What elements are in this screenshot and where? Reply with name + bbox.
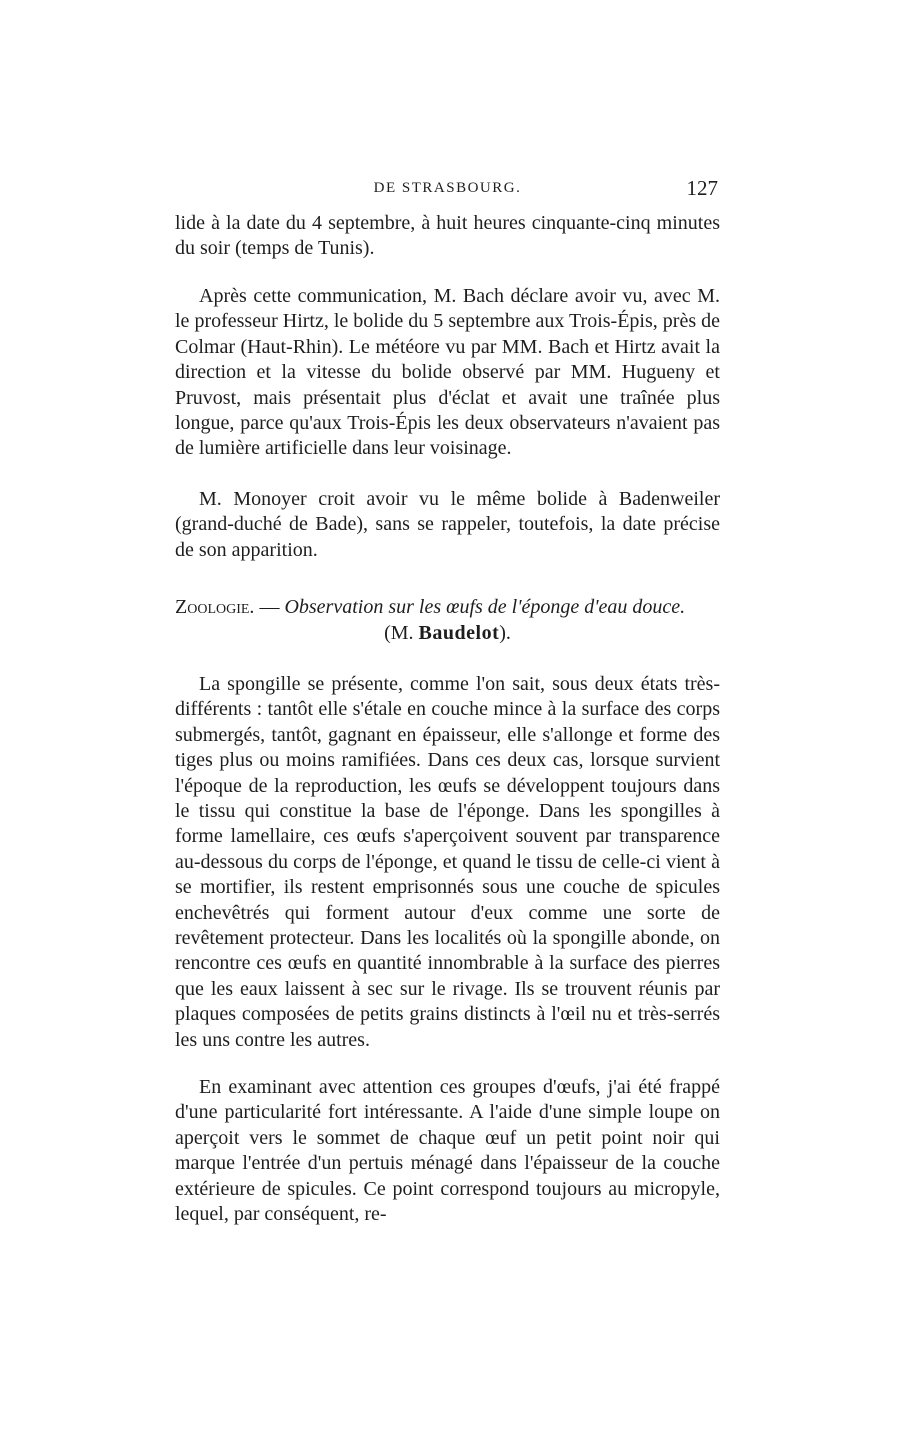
paragraph-text: Après cette communication, M. Bach déclare avoir vu, avec M. le professeur Hirtz, le bolide du 5 septembre aux Trois-Épis, près de Colmar (Haut-Rhin). Le météore vu par MM. Bach et Hirtz avait la direction et la vitesse du bolide observé par MM. Hugueny et Pruvost, mais présentait plus d'éclat et avait une traînée plus longue, parce qu'aux Trois-Épis les deux observateurs n'avaient pas de lumière artificielle dans leur voisinage.	[175, 285, 720, 460]
author-close: ).	[499, 622, 511, 644]
section-heading	[175, 594, 720, 646]
page-number: 127	[686, 176, 718, 200]
section-title-line	[175, 594, 720, 620]
section-title: Observation sur les œufs de l'éponge d'eau douce.	[284, 596, 686, 618]
running-head	[175, 176, 720, 200]
section-dash: —	[254, 596, 285, 618]
section-author-line	[175, 620, 720, 646]
running-title: DE STRASBOURG.	[373, 180, 522, 196]
bach-paragraph	[175, 284, 720, 462]
paragraph-text: M. Monoyer croit avoir vu le même bolide à Badenweiler (grand-duché de Bade), sans se rappeler, toutefois, la date précise de son apparition.	[175, 488, 720, 561]
monoyer-paragraph	[175, 487, 720, 563]
paragraph-text: lide à la date du 4 septembre, à huit heures cinquante-cinq minutes du soir (temps de Tunis).	[175, 212, 720, 260]
spongille-paragraph	[175, 672, 720, 1053]
continuation-paragraph	[175, 211, 720, 262]
author-name: Baudelot	[418, 622, 500, 644]
author-open: (M.	[384, 622, 419, 644]
section-label: Zoologie.	[175, 596, 255, 618]
examination-paragraph	[175, 1075, 720, 1227]
paragraph-text: La spongille se présente, comme l'on sait, sous deux états très-différents : tantôt elle s'étale en couche mince à la surface des corps submergés, tantôt, gagnant en épaisseur, elle s'allonge et forme des tiges plus ou moins ramifiées. Dans ces deux cas, lorsque survient l'époque de la reproduction, les œufs se développent toujours dans le tissu qui constitue la base de l'éponge. Dans les spongilles à forme lamellaire, ces œufs s'aperçoivent souvent par transparence au-dessous du corps de l'éponge, et quand le tissu de celle-ci vient à se mortifier, ils restent emprisonnés sous une couche de spicules enchevêtrés qui forment autour d'eux comme une sorte de revêtement protecteur. Dans les localités où la spongille abonde, on rencontre ces œufs en quantité innombrable à la surface des pierres que les eaux laissent à sec sur le rivage. Ils se trouvent réunis par plaques composées de petits grains distincts à l'œil nu et très-serrés les uns contre les autres.	[175, 673, 720, 1051]
paragraph-text: En examinant avec attention ces groupes d'œufs, j'ai été frappé d'une particularité fort intéressante. A l'aide d'une simple loupe on aperçoit vers le sommet de chaque œuf un petit point noir qui marque l'entrée d'un pertuis ménagé dans l'épaisseur de la couche extérieure de spicules. Ce point correspond toujours au micropyle, lequel, par conséquent, re-	[175, 1076, 720, 1226]
